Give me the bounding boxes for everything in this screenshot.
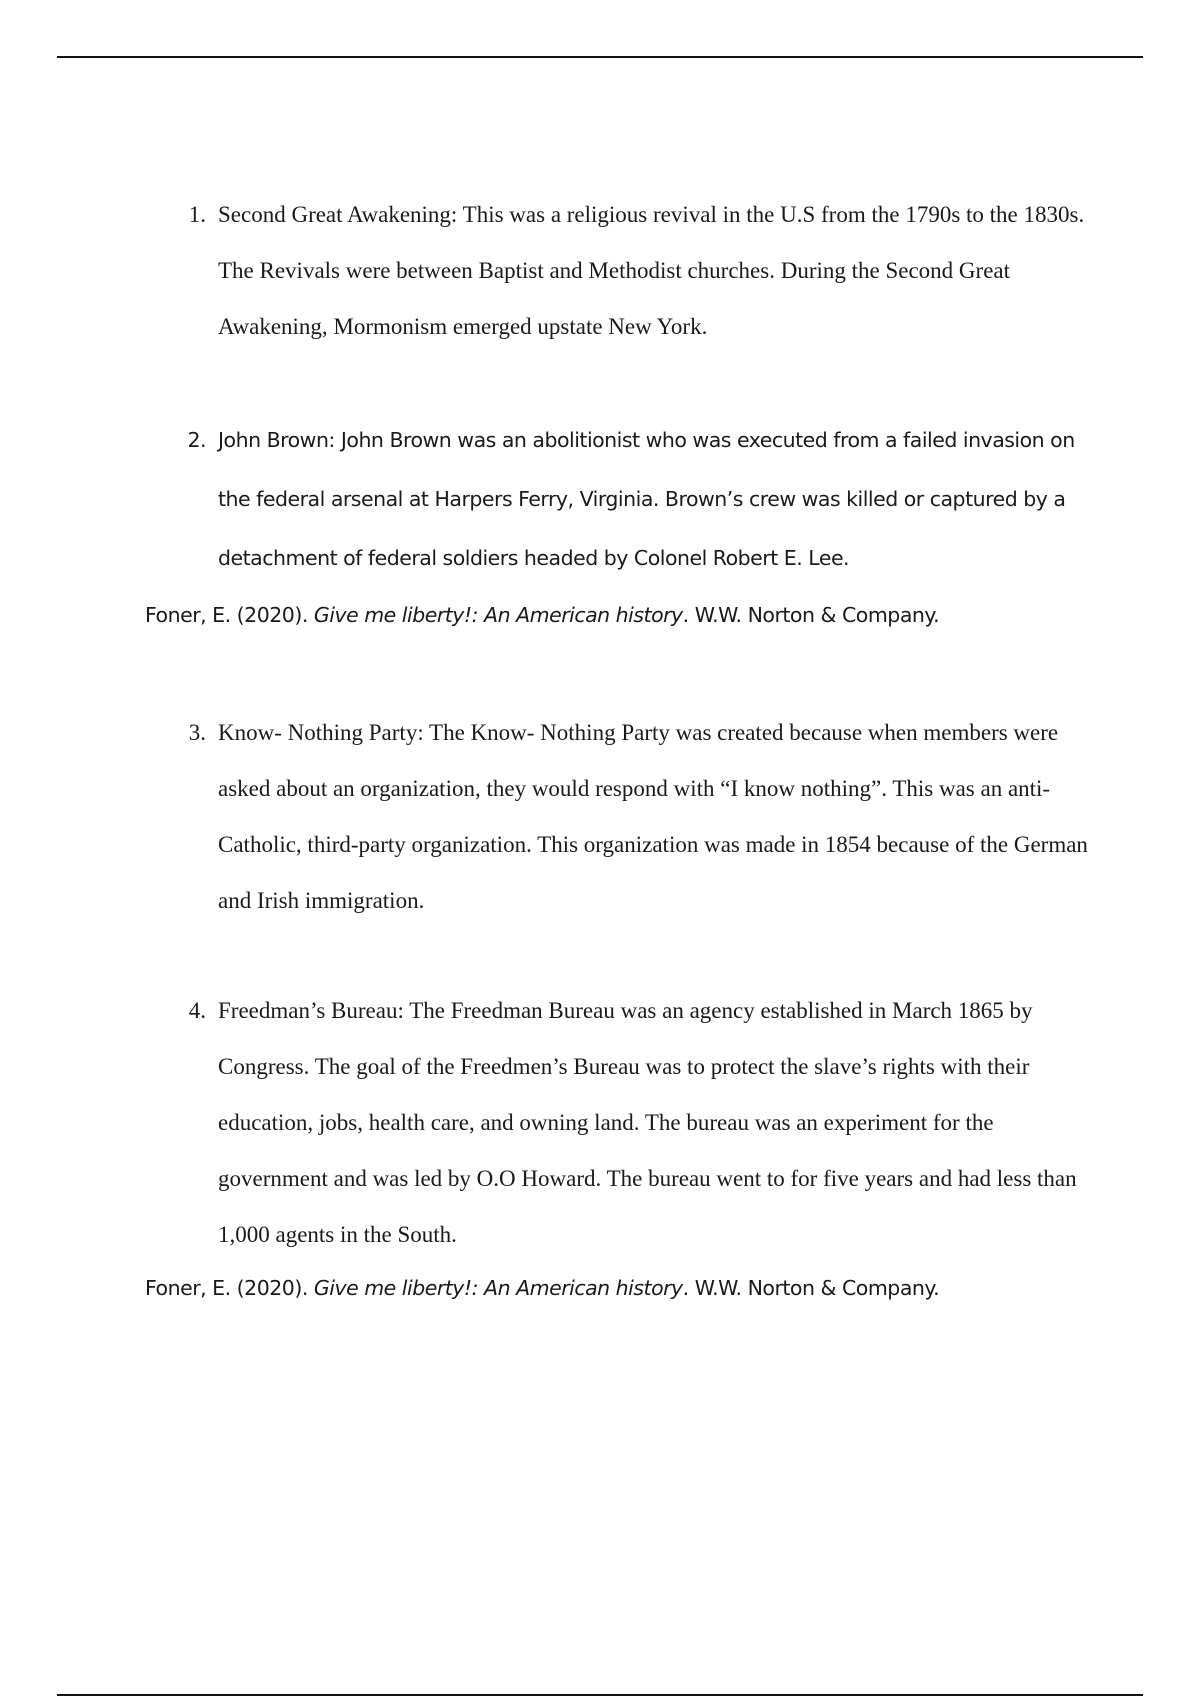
list-item-text: John Brown: John Brown was an abolitionist who was executed from a failed invasion on the federal arsenal at Harpers Ferry, Virginia. Brown’s crew was killed or captured by a detachment of federal soldiers headed by Colonel Robert E. Lee. (218, 428, 1075, 570)
list-item-number: 2. (187, 428, 206, 452)
citation-prefix: Foner, E. (2020). (145, 1276, 314, 1300)
list-item-text: Second Great Awakening: This was a religious revival in the U.S from the 1790s to the 1830s. The Revivals were between Baptist and Methodist churches. During the Second Great Awakening, Mormonism emerged upstate New York. (218, 202, 1085, 339)
list-item-text: Know- Nothing Party: The Know- Nothing Party was created because when members were asked about an organization, they would respond with “I know nothing”. This was an anti-Catholic, third-party organization. This organization was made in 1854 because of the German and Irish immigration. (218, 720, 1088, 913)
citation-suffix: . W.W. Norton & Company. (682, 1276, 940, 1300)
footer-rule (57, 1694, 1143, 1696)
list-item-text: Freedman’s Bureau: The Freedman Bureau was an agency established in March 1865 by Congress. The goal of the Freedmen’s Bureau was to protect the slave’s rights with their education, jobs, health care, and owning land. The bureau was an experiment for the government and was led by O.O Howard. The bureau went to for five years and had less than 1,000 agents in the South. (218, 998, 1077, 1247)
list-item-2 (144, 411, 1094, 588)
list-item-number: 1. (188, 202, 206, 227)
citation-title: Give me liberty!: An American history (313, 1276, 683, 1300)
list-item-3 (144, 705, 1094, 929)
citation-title: Give me liberty!: An American history (313, 603, 683, 627)
list-item-1 (144, 187, 1094, 355)
list-item-number: 4. (188, 998, 206, 1023)
citation-2 (145, 1273, 939, 1303)
citation-suffix: . W.W. Norton & Company. (682, 603, 940, 627)
list-item-4 (144, 983, 1094, 1263)
citation-1 (145, 600, 939, 630)
list-item-number: 3. (188, 720, 206, 745)
header-rule (57, 56, 1143, 58)
citation-prefix: Foner, E. (2020). (145, 603, 314, 627)
